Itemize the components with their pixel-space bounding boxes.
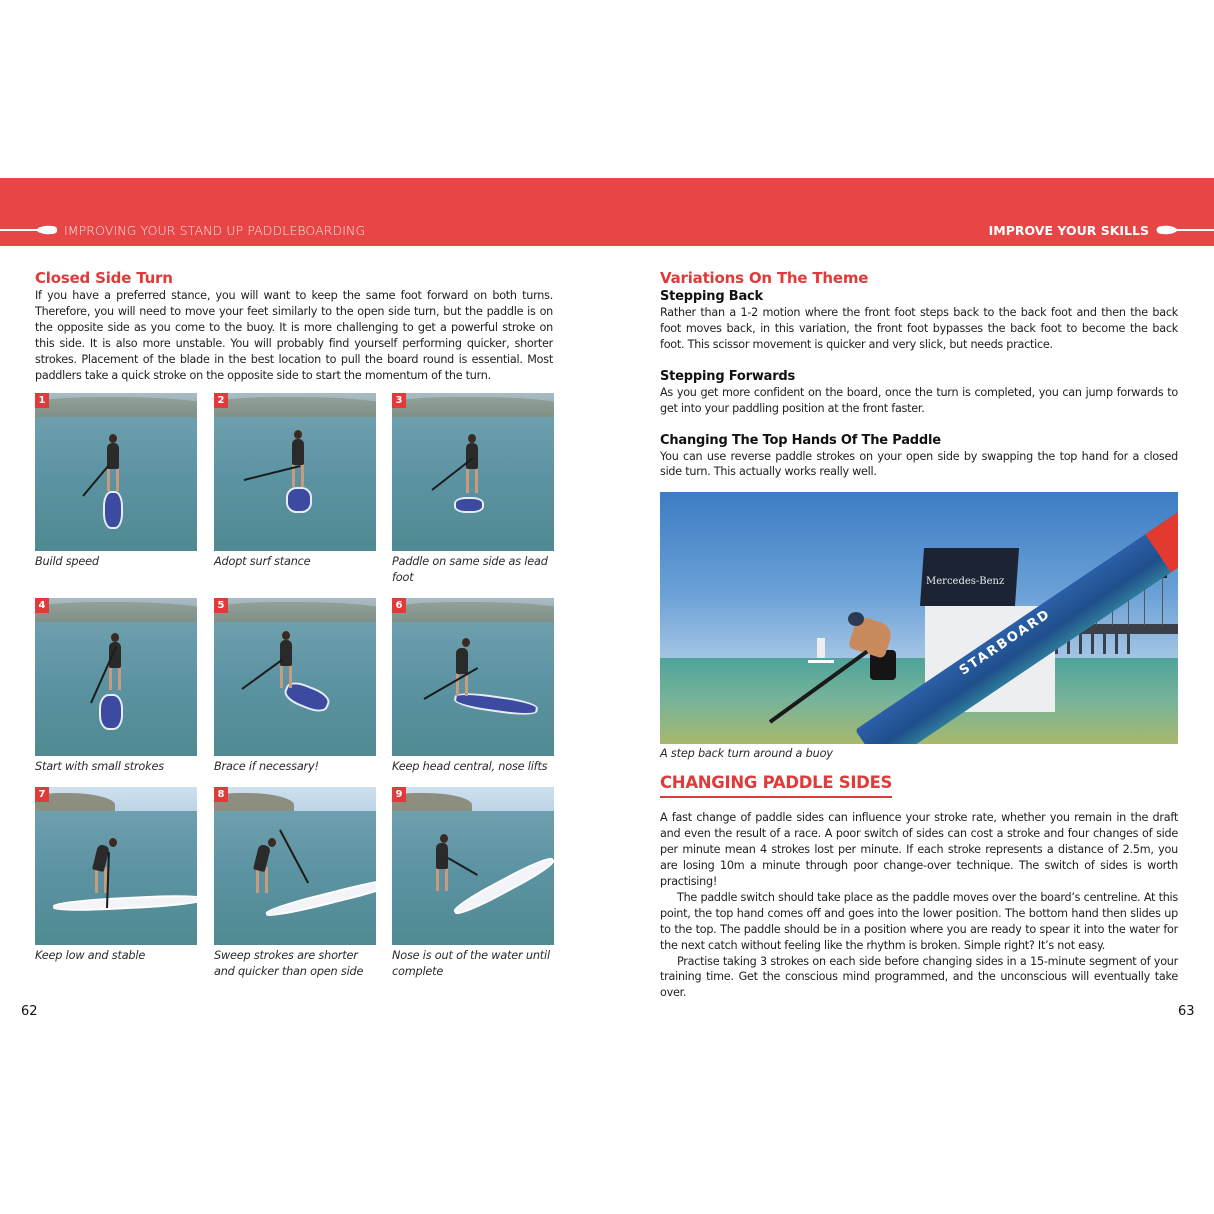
step-3: [392, 393, 554, 586]
step-number-badge: 9: [392, 787, 406, 802]
subsection-stepping-back: [660, 288, 1178, 353]
step-number-badge: 2: [214, 393, 228, 408]
step-photo: [214, 787, 376, 945]
step-number-badge: 1: [35, 393, 49, 408]
step-caption: Nose is out of the water until complete: [392, 949, 550, 978]
changing-sides-body: [660, 810, 1178, 1001]
paddle-icon: [1156, 224, 1214, 236]
step-caption: Build speed: [35, 555, 99, 568]
buoy-sponsor-text: Mercedes-Benz: [926, 576, 1005, 588]
step-caption: Paddle on same side as lead foot: [392, 555, 548, 584]
chapter-header-band: [0, 178, 1214, 246]
page-number-left: 62: [21, 1004, 38, 1019]
step-photo: [392, 598, 554, 756]
step-8: [214, 787, 376, 980]
subsection-changing-top-hands: [660, 432, 1178, 481]
subheading: Stepping Back: [660, 289, 763, 304]
step-7: [35, 787, 197, 964]
paragraph: Practise taking 3 strokes on each side before changing sides in a 15-minute segment of your training time. Get the conscious mind programmed, and the unconscious will eventually take over.: [660, 954, 1178, 1000]
step-number-badge: 3: [392, 393, 406, 408]
step-photo: [392, 393, 554, 551]
step-number-badge: 4: [35, 598, 49, 613]
right-page-content: [660, 268, 1178, 1001]
step-caption: Keep head central, nose lifts: [392, 760, 548, 773]
step-photo: [214, 598, 376, 756]
step-photo: [392, 787, 554, 945]
paddle-icon: [0, 224, 57, 236]
subheading: Changing The Top Hands Of The Paddle: [660, 432, 941, 448]
section-title: IMPROVE YOUR SKILLS: [988, 222, 1149, 238]
step-9: [392, 787, 554, 980]
step-caption: Sweep strokes are shorter and quicker than open side: [214, 949, 364, 978]
step-caption: Keep low and stable: [35, 949, 146, 962]
step-photo: [214, 393, 376, 551]
intro-paragraph: If you have a preferred stance, you will want to keep the same foot forward on both turns. Therefore, you will need to move your feet similarly to the open side turn, but the paddle is on the opposite side as you come to the buoy. It is more challenging to get a powerful stroke on this side. It is also more unstable. You will probably find yourself performing quicker, shorter strokes. Placement of the blade in the best location to pull the board round is essential. Most paddlers take a quick stroke on the opposite side to start the momentum of the turn.: [35, 289, 553, 382]
step-4: [35, 598, 197, 775]
subsection-text: Rather than a 1-2 motion where the front foot steps back to the back foot and then the back foot moves back, in this variation, the front foot bypasses the back foot to become the back foot. This scissor movement is quicker and very slick, but needs practice.: [660, 306, 1178, 351]
left-page-intro: [35, 268, 553, 383]
step-6: [392, 598, 554, 775]
step-1: [35, 393, 197, 570]
board-brand-text: STARBOARD: [956, 606, 1054, 679]
step-number-badge: 8: [214, 787, 228, 802]
page-number-right: 63: [1178, 1004, 1195, 1019]
subheading: Stepping Forwards: [660, 368, 796, 384]
step-number-badge: 5: [214, 598, 228, 613]
heading-variations: Variations On The Theme: [660, 269, 869, 287]
subsection-stepping-forwards: [660, 368, 1178, 417]
photo-caption: A step back turn around a buoy: [660, 747, 833, 761]
step-caption: Brace if necessary!: [214, 760, 319, 773]
step-photo: [35, 393, 197, 551]
heading-changing-paddle-sides: CHANGING PADDLE SIDES: [660, 772, 892, 798]
paragraph: A fast change of paddle sides can influence your stroke rate, whether you remain in the draft and even the result of a race. A poor switch of sides can cost a stroke and four changes of side per minute mean 4 strokes lost per minute. If each stroke represents a distance of 2.5m, you are losing 10m a minute through poor change-over technique. The switch of sides is worth practising!: [660, 811, 1178, 888]
step-5: [214, 598, 376, 775]
paragraph: The paddle switch should take place as the paddle moves over the board’s centreline. At this point, the top hand comes off and goes into the lower position. The bottom hand then slides up to the top. The paddle should be in a position where you are ready to spear it into the water for the next catch without feeling like the rhythm is broken. Simple right? It’s not easy.: [660, 890, 1178, 952]
step-photo: [35, 598, 197, 756]
step-caption: Adopt surf stance: [214, 555, 311, 568]
step-caption: Start with small strokes: [35, 760, 164, 773]
subsection-text: As you get more confident on the board, once the turn is completed, you can jump forwards to get into your paddling position at the front faster.: [660, 385, 1178, 415]
step-number-badge: 7: [35, 787, 49, 802]
heading-closed-side-turn: Closed Side Turn: [35, 269, 173, 287]
running-head-right: [989, 220, 1214, 240]
step-2: [214, 393, 376, 570]
step-number-badge: 6: [392, 598, 406, 613]
step-back-turn-photo: [660, 492, 1178, 744]
subsection-text: You can use reverse paddle strokes on your open side by swapping the top hand for a closed side turn. This actually works really well.: [660, 449, 1178, 479]
book-title: IMPROVING YOUR STAND UP PADDLEBOARDING: [64, 222, 366, 238]
step-photo: [35, 787, 197, 945]
running-head-left: [0, 220, 365, 240]
